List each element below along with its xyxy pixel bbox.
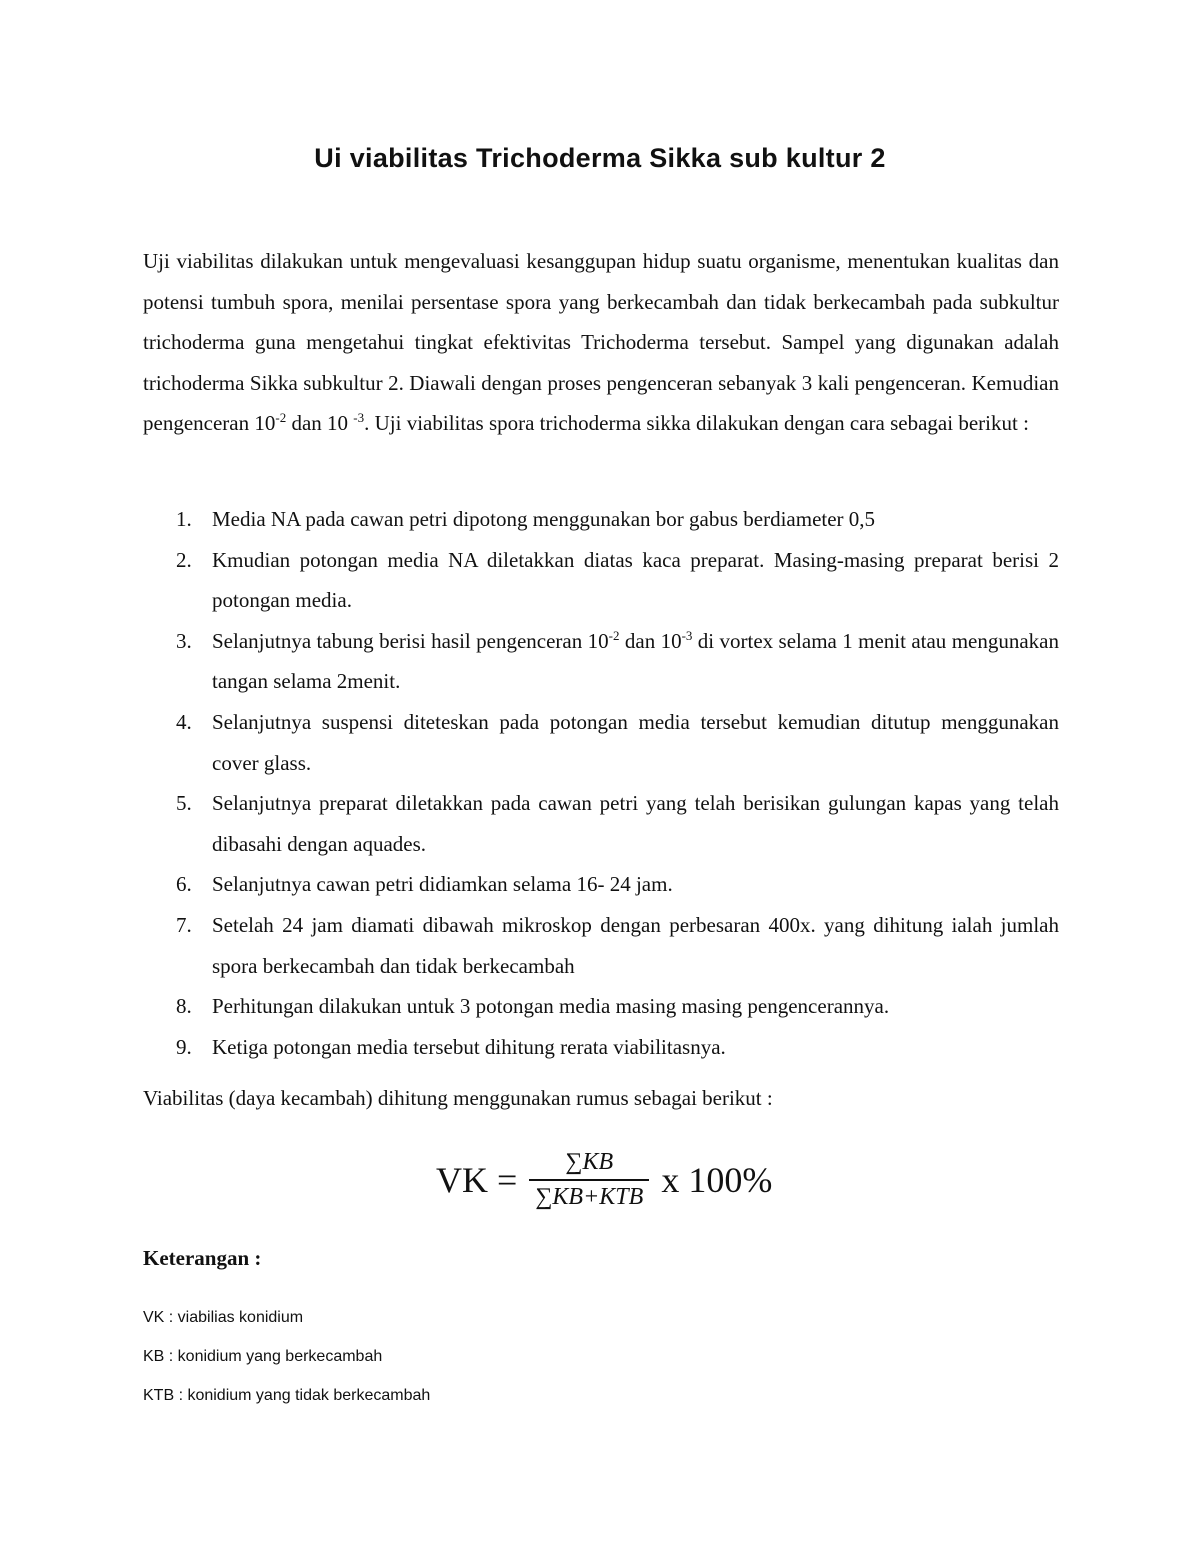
step-text: Setelah 24 jam diamati dibawah mikroskop dengan perbesaran 400x. yang dihitung ialah jumlah spora berkecambah dan tidak berkecambah <box>212 912 1059 978</box>
formula-rhs: x 100% <box>661 1160 773 1200</box>
procedure-step <box>143 783 1059 864</box>
formula-fraction <box>529 1149 649 1211</box>
step-number: 5. <box>176 791 192 816</box>
formula-lhs: VK = <box>436 1160 518 1200</box>
intro-text-part3: . Uji viabilitas spora trichoderma sikka dilakukan dengan cara sebagai berikut : <box>364 411 1029 436</box>
legend-item: KTB : konidium yang tidak berkecambah <box>143 1387 431 1404</box>
intro-paragraph <box>143 241 1059 444</box>
step-text-c: di vortex selama 1 menit atau mengunakan tangan selama 2menit. <box>212 628 1059 694</box>
step-number: 9. <box>176 1034 192 1059</box>
step-text: Media NA pada cawan petri dipotong menggunakan bor gabus berdiameter 0,5 <box>212 507 876 531</box>
intro-text-part1: Uji viabilitas dilakukan untuk mengevaluasi kesanggupan hidup suatu organisme, menentukan kualitas dan potensi tumbuh spora, menilai persentase spora yang berkecambah dan tidak berkecambah pada subkultur trichoderma guna mengetahui tingkat efektivitas Trichoderma tersebut. Sampel yang digunakan adalah trichoderma Sikka subkultur 2. Diawali dengan proses pengenceran sebanyak 3 kali pengenceran. Kemudian pengenceran 10 <box>143 249 1059 436</box>
step-number: 8. <box>176 994 192 1019</box>
step-exponent-b: -3 <box>681 627 693 643</box>
step-text: Selanjutnya suspensi diteteskan pada potongan media tersebut kemudian ditutup menggunakan cover glass. <box>212 709 1059 775</box>
step-exponent-a: -2 <box>608 627 620 643</box>
procedure-step <box>143 702 1059 783</box>
step-text-a: Selanjutnya tabung berisi hasil pengenceran 10 <box>212 628 609 653</box>
step-number: 3. <box>176 628 192 653</box>
formula-denominator: ∑KB+KTB <box>535 1184 644 1210</box>
legend-title: Keterangan : <box>143 1246 262 1270</box>
procedure-step <box>143 986 1059 1027</box>
formula-numerator: ∑KB <box>565 1149 614 1175</box>
step-number: 4. <box>176 709 192 734</box>
formula-intro-text: Viabilitas (daya kecambah) dihitung menggunakan rumus sebagai berikut : <box>143 1086 773 1110</box>
intro-text-part2: dan 10 <box>286 411 354 436</box>
step-number: 1. <box>176 507 192 531</box>
procedure-step <box>143 864 1059 905</box>
viability-formula <box>436 1140 772 1220</box>
legend-item: KB : konidium yang berkecambah <box>143 1348 383 1365</box>
step-number: 6. <box>176 872 192 897</box>
procedure-steps-list <box>143 499 1059 1067</box>
step-text: Selanjutnya cawan petri didiamkan selama 16- 24 jam. <box>212 872 673 897</box>
procedure-step <box>143 621 1059 702</box>
procedure-step <box>143 1027 1059 1068</box>
document-title: Ui viabilitas Trichoderma Sikka sub kultur 2 <box>314 143 886 173</box>
intro-exponent-2: -3 <box>353 410 365 426</box>
step-text: Perhitungan dilakukan untuk 3 potongan media masing masing pengencerannya. <box>212 994 890 1019</box>
procedure-step <box>143 905 1059 986</box>
procedure-step <box>143 540 1059 621</box>
intro-exponent-1: -2 <box>275 410 287 426</box>
legend-definitions <box>143 1298 430 1415</box>
step-text-b: dan 10 <box>619 628 682 653</box>
procedure-step <box>143 499 1059 540</box>
step-text: Selanjutnya preparat diletakkan pada cawan petri yang telah berisikan gulungan kapas yang telah dibasahi dengan aquades. <box>212 791 1059 856</box>
step-number: 7. <box>176 912 192 937</box>
legend-item: VK : viabilias konidium <box>143 1309 304 1326</box>
step-number: 2. <box>176 547 192 572</box>
step-text: Ketiga potongan media tersebut dihitung rerata viabilitasnya. <box>212 1034 726 1059</box>
step-text: Kmudian potongan media NA diletakkan diatas kaca preparat. Masing-masing preparat berisi 2 potongan media. <box>212 547 1059 613</box>
